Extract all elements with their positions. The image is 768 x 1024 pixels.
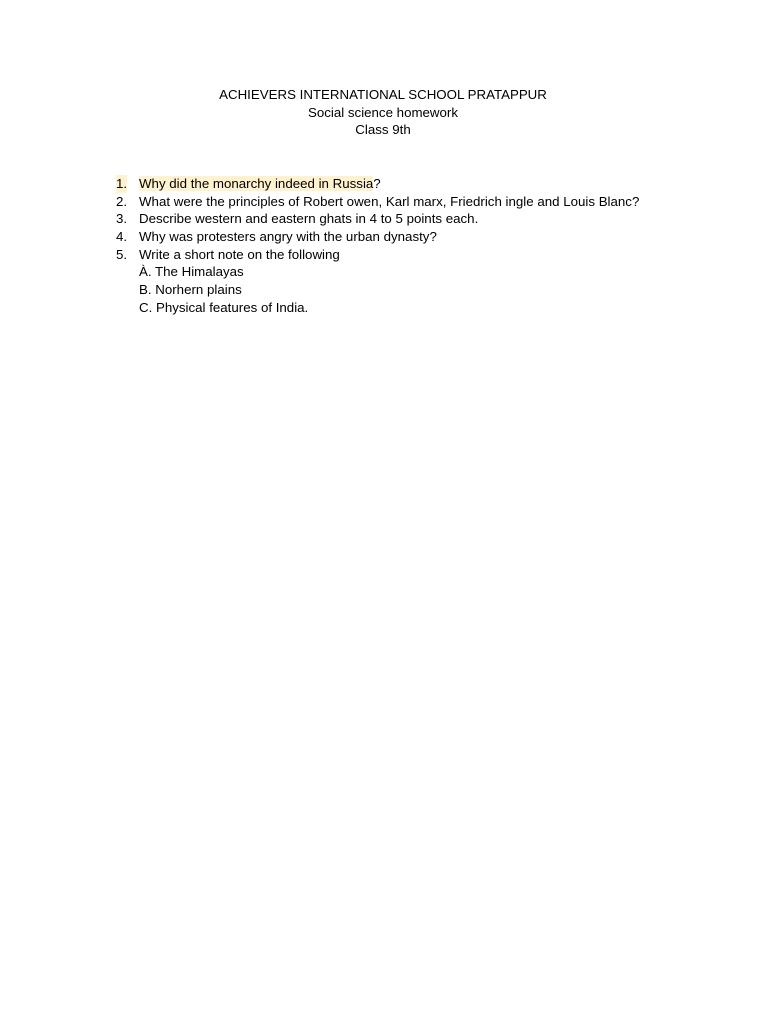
- question-text: What were the principles of Robert owen, Karl marx, Friedrich ingle and Louis Blanc?: [139, 193, 640, 209]
- sub-item-text: À. The Himalayas: [139, 264, 244, 280]
- question-number: 1.: [116, 176, 128, 191]
- question-text: Write a short note on the following: [139, 246, 340, 262]
- sub-item-text: B. Norhern plains: [139, 282, 242, 298]
- question-number: 3.: [116, 211, 128, 227]
- homework-subject: Social science homework: [307, 104, 459, 120]
- document-header: [0, 86, 766, 139]
- question-number: 2.: [116, 193, 128, 209]
- question-text: [139, 175, 381, 193]
- question-text: Why was protesters angry with the urban dynasty?: [139, 229, 437, 245]
- question-number: 5.: [116, 246, 128, 262]
- school-name: ACHIEVERS INTERNATIONAL SCHOOL PRATAPPUR: [219, 87, 547, 102]
- question-number: 4.: [116, 229, 128, 245]
- question-text: Describe western and eastern ghats in 4 to 5 points each.: [139, 211, 479, 227]
- sub-item-text: C. Physical features of India.: [139, 299, 309, 315]
- highlighted-text: Why did the monarchy indeed in Russia: [139, 176, 374, 191]
- class-label: Class 9th: [355, 122, 411, 138]
- question-text-rest: ?: [373, 176, 381, 191]
